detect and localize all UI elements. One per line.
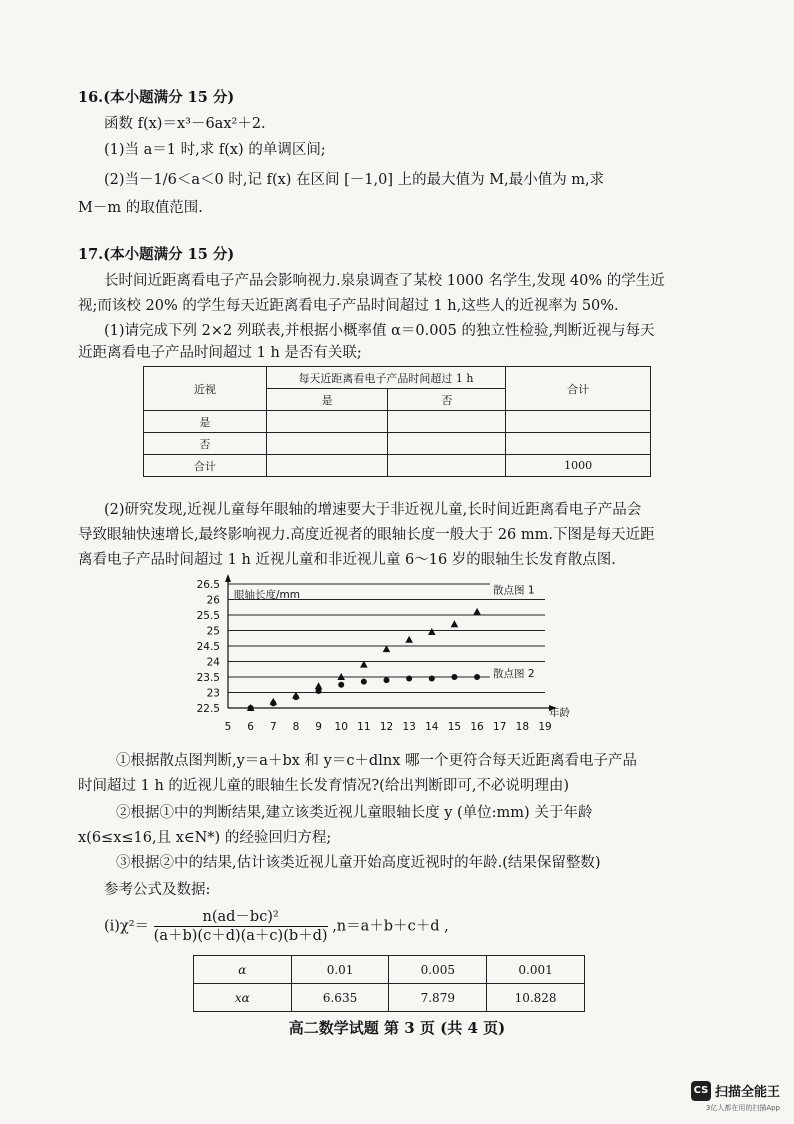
q17-intro: 长时间近距离看电子产品会影响视力.泉泉调查了某校 1000 名学生,发现 40% 的学生近 (104, 273, 665, 289)
y-tick-label: 23 (206, 687, 220, 700)
y-tick-label: 24.5 (196, 641, 220, 653)
table-row-total: 合计 (144, 455, 267, 477)
x-tick-label: 13 (402, 721, 416, 733)
x-tick-label: 14 (425, 721, 439, 733)
formula-denominator: (a＋b)(c＋d)(a＋c)(b＋d) (153, 928, 328, 944)
table-cell (388, 411, 506, 433)
x-alpha-value: 10.828 (487, 984, 585, 1012)
table-cell (266, 433, 388, 455)
dot-point (248, 705, 254, 711)
contingency-table (143, 366, 651, 477)
triangle-point (337, 673, 345, 680)
camscanner-logo-icon: CS (691, 1081, 711, 1101)
table-header-total: 合计 (506, 367, 651, 411)
q17-sub1: ①根据散点图判断,y＝a＋bx 和 y＝c＋dlnx 哪一个更符合每天近距离看电子产品 (116, 753, 637, 769)
table-header-group: 每天近距离看电子产品时间超过 1 h (266, 367, 506, 389)
q16-title: 16.(本小题满分 15 分) (78, 89, 235, 106)
triangle-point (428, 628, 436, 635)
alpha-value: 0.001 (487, 956, 585, 984)
y-tick-label: 26 (206, 594, 220, 607)
q16-function: 函数 f(x)＝x³－6ax²＋2. (104, 116, 266, 132)
triangle-point (405, 636, 413, 643)
table-row-no: 否 (144, 433, 267, 455)
x-tick-label: 9 (315, 721, 322, 733)
alpha-value: 0.01 (291, 956, 389, 984)
q17-part2: (2)研究发现,近视儿童每年眼轴的增速要大于非近视儿童,长时间近距离看电子产品会 (104, 502, 642, 518)
scatter-chart (190, 574, 580, 738)
chi-square-formula (104, 908, 449, 945)
x-tick-label: 8 (292, 721, 300, 733)
alpha-label: α (194, 956, 292, 984)
dot-point (474, 674, 480, 680)
series-label-2: 散点图 2 (493, 668, 535, 680)
x-tick-label: 12 (379, 721, 394, 733)
table-row-yes: 是 (144, 411, 267, 433)
table-header-no: 否 (388, 389, 506, 411)
triangle-point (451, 620, 459, 627)
series-label-1: 散点图 1 (493, 584, 535, 597)
table-cell (388, 433, 506, 455)
dot-point (316, 688, 322, 694)
formula-numerator: n(ad－bc)² (154, 908, 328, 927)
dot-point (338, 682, 344, 688)
x-tick-label: 10 (334, 721, 348, 733)
x-tick-label: 6 (247, 721, 254, 733)
x-alpha-value: 7.879 (389, 984, 487, 1012)
q17-part2-cont1: 导致眼轴快速增长,最终影响视力.高度近视者的眼轴长度一般大于 26 mm.下图是每天近距 (78, 527, 655, 543)
table-cell (266, 411, 388, 433)
y-tick-label: 23.5 (196, 672, 220, 684)
formula-suffix: ,n＝a＋b＋c＋d , (332, 918, 449, 935)
dot-point (451, 674, 457, 680)
x-alpha-label: xα (194, 984, 292, 1012)
y-tick-label: 26.5 (196, 579, 220, 591)
q17-sub1-cont: 时间超过 1 h 的近视儿童的眼轴生长发育情况?(给出判断即可,不必说明理由) (78, 778, 570, 794)
q17-title: 17.(本小题满分 15 分) (78, 246, 235, 263)
critical-value-table (193, 955, 585, 1012)
q17-intro-cont: 视;而该校 20% 的学生每天近距离看电子产品时间超过 1 h,这些人的近视率为 50%. (78, 298, 619, 314)
page-footer: 高二数学试题 第 3 页 (共 4 页) (288, 1019, 506, 1037)
triangle-point (473, 608, 481, 615)
y-tick-label: 25.5 (196, 610, 220, 622)
q17-part1-cont: 近距离看电子产品时间超过 1 h 是否有关联; (78, 345, 362, 361)
y-tick-label: 24 (206, 656, 220, 669)
scanner-watermark (691, 1080, 780, 1113)
q16-part1: (1)当 a＝1 时,求 f(x) 的单调区间; (104, 142, 326, 158)
y-axis-arrow (225, 574, 231, 582)
y-tick-label: 22.5 (196, 703, 220, 715)
q17-sub2-cont: x(6≤x≤16,且 x∈N*) 的经验回归方程; (78, 830, 332, 846)
q17-sub3: ③根据②中的结果,估计该类近视儿童开始高度近视时的年龄.(结果保留整数) (116, 855, 601, 871)
dot-point (406, 676, 412, 682)
formula-fraction (154, 908, 328, 945)
table-header-myopia: 近视 (144, 367, 267, 411)
watermark-tagline: 3亿人都在用的扫描App (705, 1103, 780, 1112)
x-alpha-value: 6.635 (291, 984, 389, 1012)
dot-point (270, 700, 276, 706)
x-axis-label: 年龄 (549, 707, 570, 719)
q16-part2-cont: M－m 的取值范围. (78, 200, 203, 216)
dot-point (361, 679, 367, 685)
table-cell (388, 455, 506, 477)
table-cell (506, 433, 651, 455)
table-cell (506, 411, 651, 433)
x-tick-label: 17 (493, 721, 507, 733)
table-grand-total: 1000 (506, 455, 651, 477)
y-axis-label: 眼轴长度/mm (234, 589, 300, 601)
q17-part2-cont2: 离看电子产品时间超过 1 h 近视儿童和非近视儿童 6～16 岁的眼轴生长发育散点图. (78, 552, 616, 568)
reference-title: 参考公式及数据: (104, 882, 211, 898)
table-header-yes: 是 (266, 389, 388, 411)
q17-sub2: ②根据①中的判断结果,建立该类近视儿童眼轴长度 y (单位:mm) 关于年龄 (116, 805, 593, 821)
table-cell (266, 455, 388, 477)
x-tick-label: 18 (515, 721, 530, 733)
x-tick-label: 15 (447, 721, 462, 733)
dot-point (293, 694, 299, 700)
dot-point (429, 676, 435, 682)
x-tick-label: 16 (470, 721, 484, 733)
q17-part1: (1)请完成下列 2×2 列联表,并根据小概率值 α＝0.005 的独立性检验,判断近视与每天 (104, 323, 655, 339)
q16-part2: (2)当－1/6＜a＜0 时,记 f(x) 在区间 [－1,0] 上的最大值为 M,最小值为 m,求 (104, 172, 605, 188)
formula-prefix: (ⅰ)χ²＝ (104, 918, 150, 935)
watermark-brand: 扫描全能王 (714, 1085, 780, 1100)
dot-point (384, 677, 390, 683)
y-tick-label: 25 (206, 625, 220, 638)
alpha-value: 0.005 (389, 956, 487, 984)
x-tick-label: 11 (357, 721, 371, 733)
x-tick-label: 7 (269, 721, 277, 733)
x-tick-label: 5 (224, 721, 232, 733)
x-tick-label: 19 (538, 721, 552, 733)
